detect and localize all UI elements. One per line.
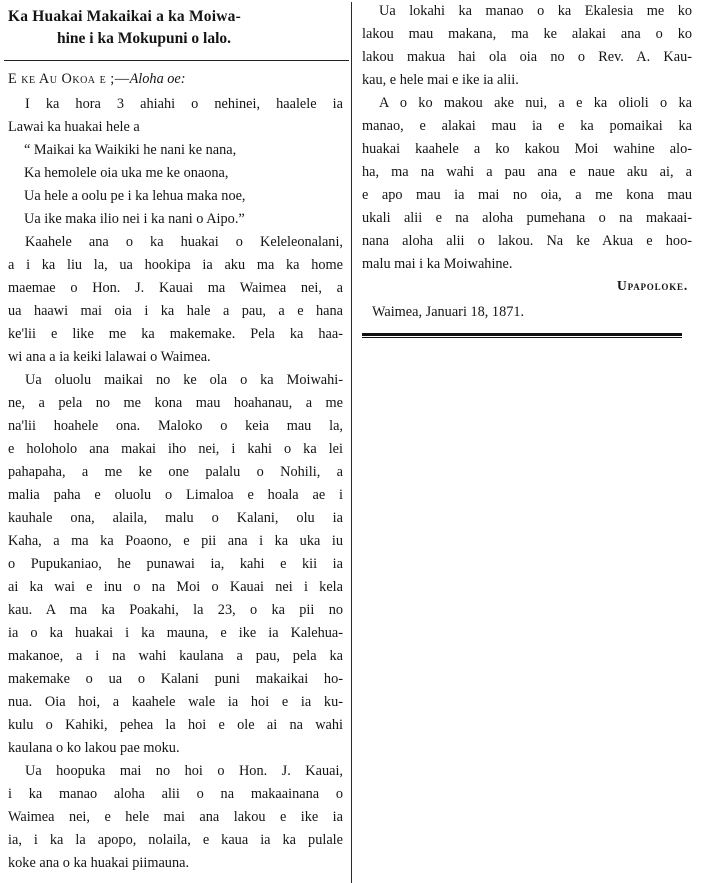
text-line: e holoholo ana makai iho nei, i kahi o ka lei — [8, 441, 343, 457]
text-line: ukali alii e na aloha pumehana o na makaai- — [362, 210, 692, 226]
text-line: Waimea nei, e hele mai ana lakou e ike ia — [8, 809, 343, 825]
text-line: kau. A ma ka Poakahi, la 23, o ka pii no — [8, 602, 343, 618]
text-line: e apo mau ia mai no oia, a me kona mau — [362, 187, 692, 203]
text-line: A o ko makou ake nui, a e ka olioli o ka — [379, 95, 692, 111]
text-line: ia o ka huakai i ka mauna, e ike ia Kalehua- — [8, 625, 343, 641]
text-line: I ka hora 3 ahiahi o nehinei, haalele ia — [25, 96, 343, 112]
text-line: lakou mau makana, ma ke alakai ana o ko — [362, 26, 692, 42]
text-line: nana aloha alii o lakou. Na ke Akua e hoo- — [362, 233, 692, 249]
text-line: ha, ma na wahi a pau ana e naue aku ai, a — [362, 164, 692, 180]
text-line: ne, a pela no me kona mau hoahanau, a me — [8, 395, 343, 411]
text-line: na'lii hoahele ona. Maloko o keia mau la, — [8, 418, 343, 434]
headline-rule — [4, 60, 349, 61]
text-line: pahapaha, a me ke one palalu o Nohili, a — [8, 464, 343, 480]
text-line: huakai kaahele a ko kakou Moi wahine alo- — [362, 141, 692, 157]
text-line: kulu o Kahiki, pehea la hoi e ole ai na wahi — [8, 717, 343, 733]
text-line: a i ka liu la, ua hookipa ia aku ma ka home — [8, 257, 343, 273]
text-line: ai ka wai e inu o na Moi o Kauai nei i kela — [8, 579, 343, 595]
text-line: Ua oluolu maikai no ke ola o ka Moiwahi- — [25, 372, 343, 388]
dateline: Waimea, Januari 18, 1871. — [372, 304, 525, 320]
text-line: maemae o Hon. J. Kauai ma Waimea nei, a — [8, 280, 343, 296]
column-divider — [351, 2, 352, 883]
salutation — [8, 68, 186, 91]
text-line: manao, e alakai mau ia e ka pomaikai ka — [362, 118, 692, 134]
text-line: malu mai i ka Moiwahine. — [362, 256, 513, 272]
text-line: ia, i ka la apopo, nolaila, e kaua ia ka pulale — [8, 832, 343, 848]
text-line: ke'lii e like me ka makemake. Pela ka haa- — [8, 326, 343, 342]
left-column — [0, 0, 350, 883]
salutation-prefix: E ke Au Okoa e ;— — [8, 71, 130, 87]
author-signature: Upapoloke. — [617, 278, 688, 293]
poem-line: Ua ike maka ilio nei i ka nani o Aipo.” — [24, 211, 245, 227]
text-line: i ka manao aloha alii o na makaainana o — [8, 786, 343, 802]
text-line: Ua hoopuka mai no hoi o Hon. J. Kauai, — [25, 763, 343, 779]
poem-line: Ua hele a oolu pe i ka lehua maka noe, — [24, 188, 246, 204]
text-line: koke ana o ka huakai piimauna. — [8, 855, 190, 871]
text-line: lakou makua hai ola oia no o Rev. A. Kau- — [362, 49, 692, 65]
text-line: o Pupukaniao, he punawai ia, kahi e kii ia — [8, 556, 343, 572]
end-rule — [362, 333, 682, 336]
text-line: Kaha, a ma ka Poaono, e pii ana i ka uka iu — [8, 533, 343, 549]
body-paragraph-right — [362, 0, 692, 276]
text-line: Kaahele ana o ka huakai o Keleleonalani, — [25, 234, 343, 250]
headline-line-2: hine i ka Mokupuni o lalo. — [57, 30, 232, 47]
text-line: Lawai ka huakai hele a — [8, 119, 140, 135]
end-rule-thin — [362, 337, 682, 338]
text-line: malia paha e oluolu o Limaloa e hoala ae i — [8, 487, 343, 503]
text-line: ua haawi mai oia i ka hale a pau, a e hana — [8, 303, 343, 319]
text-line: nua. Oia hoi, a kaahele wale ia hoi e ia ku- — [8, 694, 343, 710]
text-line: makanoe, a i na wahi kaulana a pau, pela ka — [8, 648, 343, 664]
text-line: makemake o ua o Kalani puni makaikai ho- — [8, 671, 343, 687]
text-line: Ua lokahi ka manao o ka Ekalesia me ko — [379, 3, 692, 19]
poem-line: Ka hemolele oia uka me ke onaona, — [24, 165, 229, 181]
article-headline — [8, 6, 348, 50]
text-line: kauhale ona, alaila, malu o Kalani, olu ia — [8, 510, 343, 526]
body-paragraph-left — [8, 93, 343, 875]
text-line: kaulana o ko lakou pae moku. — [8, 740, 180, 756]
text-line: wi ana a ia keiki lalawai o Waimea. — [8, 349, 211, 365]
poem-line: “ Maikai ka Waikiki he nani ke nana, — [24, 142, 237, 158]
salutation-greeting: Aloha oe: — [129, 71, 186, 87]
text-line: kau, e hele mai e ike ia alii. — [362, 72, 519, 88]
headline-line-1: Ka Huakai Makaikai a ka Moiwa- — [8, 8, 241, 25]
